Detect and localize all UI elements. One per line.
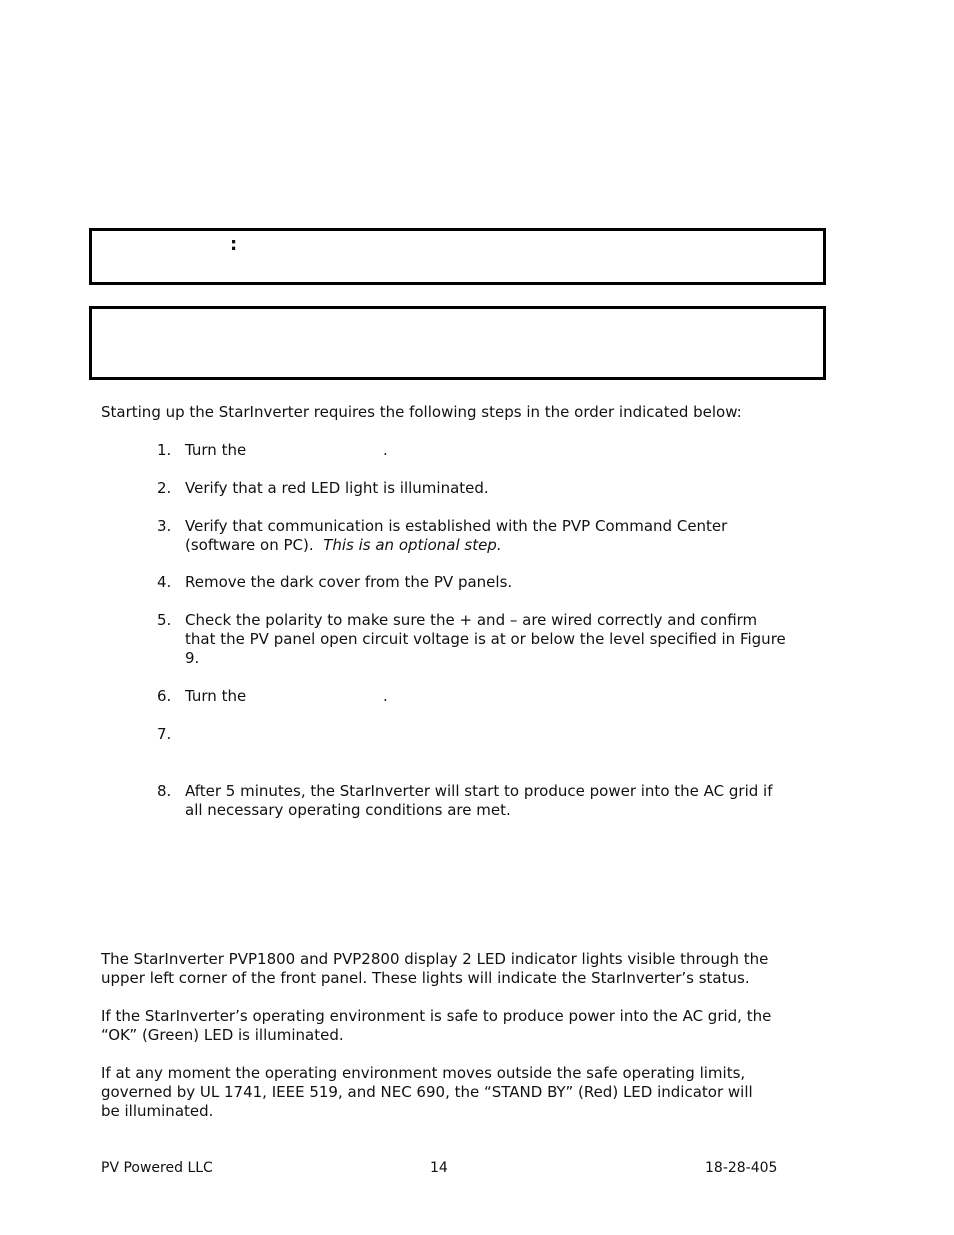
footer-company: PV Powered LLC bbox=[101, 1160, 213, 1176]
step-number: 6. bbox=[157, 687, 172, 705]
led-paragraph-2: If the StarInverter’s operating environment is safe to produce power into the AC grid, the “OK” (Green) LED is illuminated. bbox=[101, 1007, 772, 1044]
led-paragraph-1: The StarInverter PVP1800 and PVP2800 display 2 LED indicator lights visible through the upper left corner of the front panel. These lights will indicate the StarInverter’s status. bbox=[101, 950, 769, 987]
step-number: 5. bbox=[157, 611, 172, 629]
warning-callout-colon: : bbox=[230, 234, 238, 255]
step-number: 4. bbox=[157, 573, 172, 591]
warning-callout-box bbox=[89, 228, 826, 285]
step-text: that the PV panel open circuit voltage is at or below the level specified in Figure bbox=[185, 630, 786, 648]
step-text: (software on PC). bbox=[185, 536, 314, 554]
step-number: 7. bbox=[157, 725, 172, 743]
step-text: Verify that a red LED light is illuminated. bbox=[185, 479, 489, 497]
step-text: Turn the bbox=[185, 687, 247, 705]
step-text: Turn the bbox=[185, 441, 247, 459]
led-paragraph-3: If at any moment the operating environment moves outside the safe operating limits, governed by UL 1741, IEEE 519, and NEC 690, the “STAND BY” (Red) LED indicator will be illuminated. bbox=[101, 1064, 753, 1120]
step-text: Remove the dark cover from the PV panels. bbox=[185, 573, 513, 591]
optional-step-note: This is an optional step. bbox=[323, 536, 502, 554]
step-text: all necessary operating conditions are met. bbox=[185, 801, 511, 819]
step-text: 9. bbox=[185, 649, 200, 667]
step-text: Verify that communication is established with the PVP Command Center bbox=[185, 517, 728, 535]
footer-page-number: 14 bbox=[430, 1160, 448, 1176]
notice-callout-box bbox=[89, 306, 826, 380]
step-number: 3. bbox=[157, 517, 172, 535]
step-text: Check the polarity to make sure the + and – are wired correctly and confirm bbox=[185, 611, 758, 629]
step-text: After 5 minutes, the StarInverter will start to produce power into the AC grid if bbox=[185, 782, 773, 800]
step-number: 8. bbox=[157, 782, 172, 800]
step-number: 1. bbox=[157, 441, 172, 459]
footer-doc-number: 18-28-405 bbox=[705, 1160, 778, 1176]
startup-intro-text: Starting up the StarInverter requires the following steps in the order indicated below: bbox=[101, 403, 742, 421]
step-number: 2. bbox=[157, 479, 172, 497]
